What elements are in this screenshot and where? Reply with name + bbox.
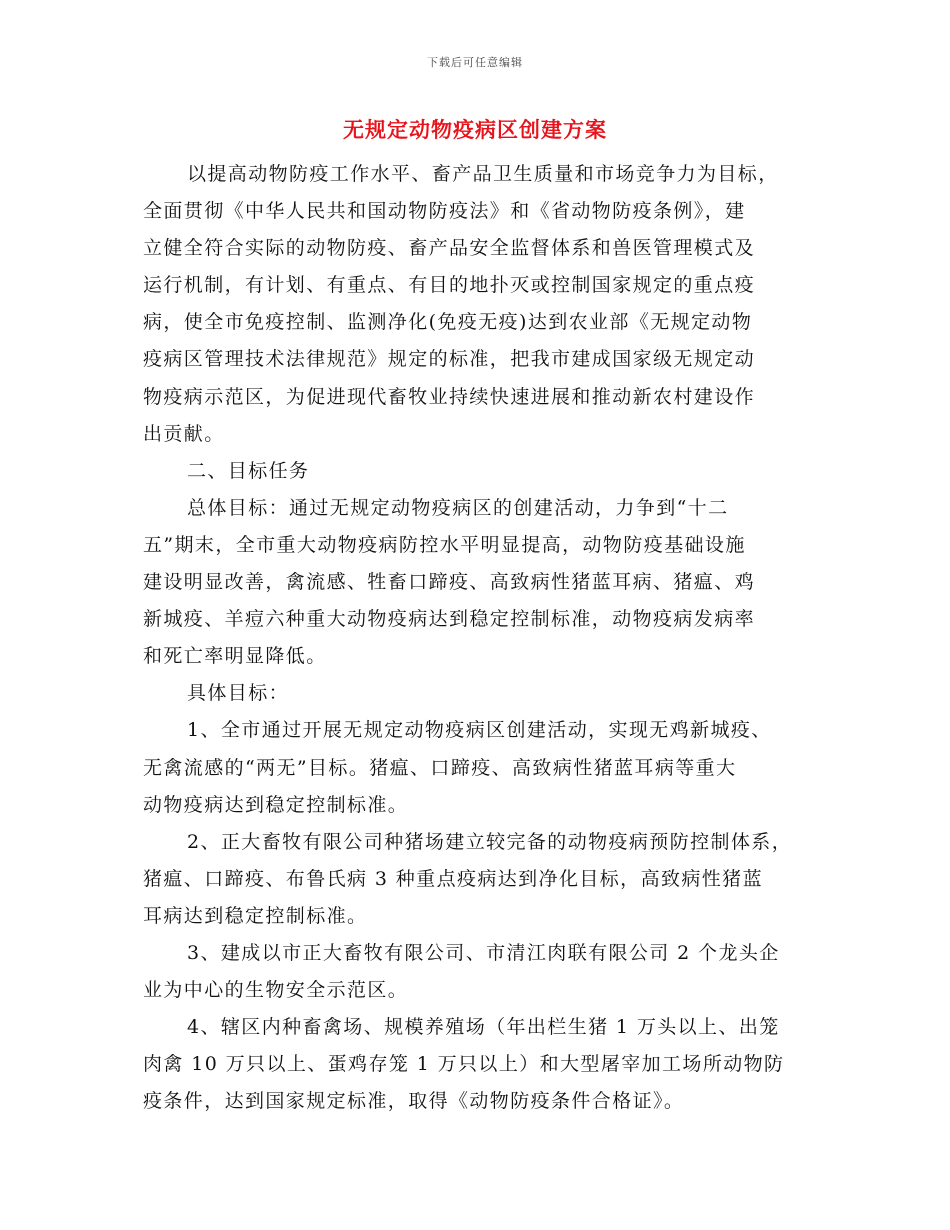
text-line: 无禽流感的“两无”目标。猪瘟、口蹄疫、高致病性猪蓝耳病等重大	[143, 756, 737, 779]
text-line: 二、目标任务	[187, 459, 310, 482]
text-line: 出贡献。	[143, 422, 225, 445]
text-line: 4、辖区内种畜禽场、规模养殖场（年出栏生猪 1 万头以上、出笼	[187, 1016, 780, 1039]
text-line: 运行机制，有计划、有重点、有目的地扑灭或控制国家规定的重点疫	[143, 274, 756, 297]
text-line: 耳病达到稳定控制标准。	[143, 904, 368, 927]
header-note: 下载后可任意编辑	[427, 56, 523, 69]
text-line: 肉禽 10 万只以上、蛋鸡存笼 1 万只以上）和大型屠宰加工场所动物防	[143, 1053, 785, 1076]
text-line: 和死亡率明显降低。	[143, 645, 327, 668]
document-body	[143, 156, 813, 1120]
text-line: 具体目标：	[187, 682, 290, 705]
text-line: 全面贯彻《中华人民共和国动物防疫法》和《省动物防疫条例》，建	[143, 200, 746, 223]
text-line: 以提高动物防疫工作水平、畜产品卫生质量和市场竞争力为目标，	[187, 163, 779, 185]
text-line: 疫病区管理技术法律规范》规定的标准，把我市建成国家级无规定动	[143, 348, 756, 371]
text-line: 病，使全市免疫控制、监测净化(免疫无疫)达到农业部《无规定动物	[143, 311, 753, 334]
text-line: 1、全市通过开展无规定动物疫病区创建活动，实现无鸡新城疫、	[187, 719, 772, 742]
text-line: 新城疫、羊痘六种重大动物疫病达到稳定控制标准，动物疫病发病率	[143, 608, 756, 631]
text-line: 2、正大畜牧有限公司种猪场建立较完备的动物疫病预防控制体系，	[187, 830, 793, 853]
text-line: 业为中心的生物安全示范区。	[143, 979, 409, 1002]
text-line: 总体目标：通过无规定动物疫病区的创建活动，力争到“十二	[187, 496, 729, 519]
text-line: 立健全符合实际的动物防疫、畜产品安全监督体系和兽医管理模式及	[143, 237, 756, 260]
document-title: 无规定动物疫病区创建方案	[343, 117, 607, 142]
text-line: 建设明显改善，禽流感、牲畜口蹄疫、高致病性猪蓝耳病、猪瘟、鸡	[143, 571, 756, 594]
text-line: 猪瘟、口蹄疫、布鲁氏病 3 种重点疫病达到净化目标，高致病性猪蓝	[143, 867, 763, 890]
text-line: 动物疫病达到稳定控制标准。	[143, 793, 409, 816]
text-line: 3、建成以市正大畜牧有限公司、市清江肉联有限公司 2 个龙头企	[187, 941, 780, 964]
text-line: 五”期末，全市重大动物疫病防控水平明显提高，动物防疫基础设施	[143, 533, 746, 556]
text-line: 疫条件，达到国家规定标准，取得《动物防疫条件合格证》。	[143, 1090, 685, 1113]
text-line: 物疫病示范区，为促进现代畜牧业持续快速进展和推动新农村建设作	[143, 385, 756, 408]
